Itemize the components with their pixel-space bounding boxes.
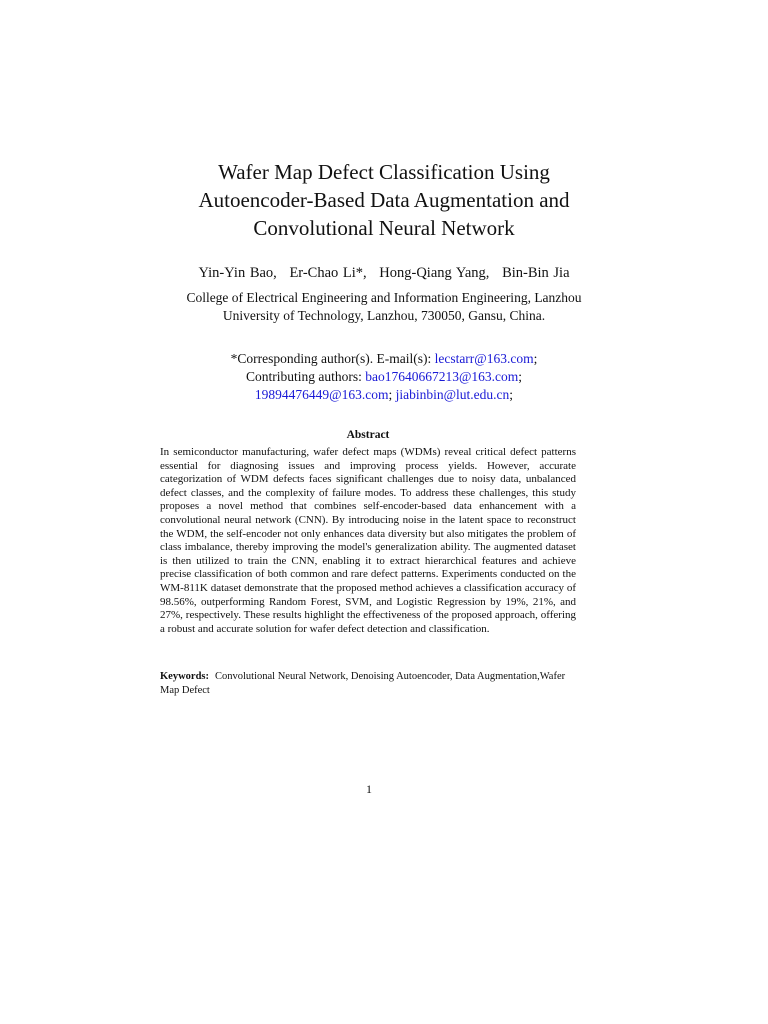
contributing-email-link[interactable]: 19894476449@163.com (254, 387, 389, 402)
author-list (84, 264, 684, 282)
separator: ; (533, 351, 538, 366)
author-name: Bin-Bin Jia (502, 265, 570, 281)
corresponding-label: *Corresponding author(s). E-mail(s): (230, 351, 432, 366)
contact-block (84, 350, 684, 404)
contributing-emails-line (84, 386, 684, 404)
affiliation (84, 289, 684, 325)
title-line-1: Wafer Map Defect Classification Using (218, 160, 550, 184)
keywords-block (160, 670, 576, 697)
separator: ; (509, 387, 514, 402)
contributing-email-link[interactable]: bao17640667213@163.com (365, 369, 519, 384)
keywords-label: Keywords: (160, 671, 209, 682)
separator: ; (518, 369, 523, 384)
abstract-text: In semiconductor manufacturing, wafer defect maps (WDMs) reveal critical defect patterns essential for diagnosing issues and improving process yields. However, accurate categorization of WDM defects faces significant challenges due to noisy data, unbalanced defect classes, and the complexity of failure modes. To address these challenges, this study proposes a novel method that combines self-encoder-based data enhancement with a convolutional neural network (CNN). By introducing noise in the latent space to reconstruct the WDM, the self-encoder not only enhances data diversity but also mitigates the problem of class imbalance, thereby improving the model's generalization ability. The augmented dataset is then utilized to train the CNN, enabling it to extract hierarchical features and achieve precise classification of both common and rare defect patterns. Experiments conducted on the WM-811K dataset demonstrate that the proposed method achieves a classification accuracy of 98.56%, outperforming Random Forest, SVM, and Logistic Regression by 19%, 21%, and 27%, respectively. These results highlight the effectiveness of the proposed approach, offering a robust and accurate solution for wafer defect detection and classification. (160, 446, 576, 635)
title-line-3: Convolutional Neural Network (253, 216, 515, 240)
contributing-label: Contributing authors: (245, 369, 362, 384)
author-name: Yin-Yin Bao, (198, 265, 277, 281)
author-name: Hong-Qiang Yang, (379, 265, 490, 281)
affiliation-line-2: University of Technology, Lanzhou, 730050, Gansu, China. (222, 308, 546, 323)
contributing-authors-line (84, 368, 684, 386)
corresponding-author-line (84, 350, 684, 368)
keywords-text: Convolutional Neural Network, Denoising Autoencoder, Data Augmentation,Wafer Map Defect (160, 671, 566, 696)
paper-title (84, 158, 684, 242)
page-number: 1 (366, 782, 372, 796)
title-line-2: Autoencoder-Based Data Augmentation and (198, 188, 570, 212)
affiliation-line-1: College of Electrical Engineering and Information Engineering, Lanzhou (186, 290, 582, 305)
separator: ; (388, 387, 393, 402)
contributing-email-link[interactable]: jiabinbin@lut.edu.cn (395, 387, 510, 402)
author-name: Er-Chao Li*, (289, 265, 367, 281)
abstract-heading: Abstract (346, 429, 390, 441)
corresponding-email-link[interactable]: lecstarr@163.com (434, 351, 534, 366)
